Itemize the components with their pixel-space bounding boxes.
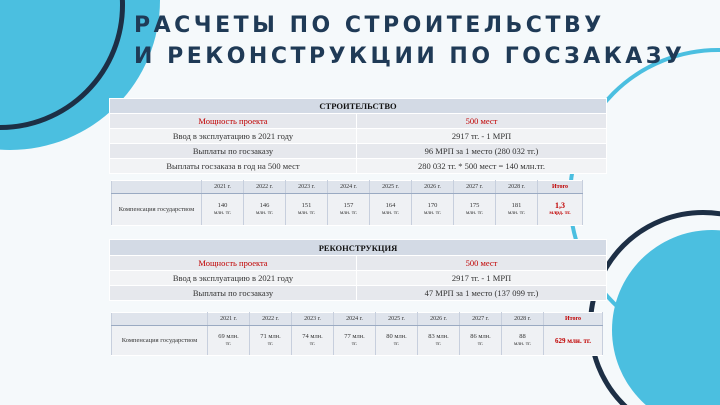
row-value: 2917 тг. - 1 МРП	[357, 129, 607, 144]
row-label: Мощность проекта	[110, 256, 357, 271]
total-header: Итого	[538, 181, 583, 194]
year-header: 2024 г.	[328, 181, 370, 194]
year-header: 2021 г.	[202, 181, 244, 194]
year-header: 2026 г.	[412, 181, 454, 194]
row-label: Мощность проекта	[110, 114, 357, 129]
reconstruction-heading: РЕКОНСТРУКЦИЯ	[110, 240, 607, 256]
year-value: 71 млн. тг.	[250, 326, 292, 356]
row-label: Выплаты по госзаказу	[110, 144, 357, 159]
year-value: 181 млн. тг.	[496, 194, 538, 226]
row-label: Выплаты по госзаказу	[110, 286, 357, 301]
title-line-2: И РЕКОНСТРУКЦИИ ПО ГОСЗАКАЗУ	[134, 44, 686, 69]
year-header: 2026 г.	[418, 313, 460, 326]
year-header: 2024 г.	[334, 313, 376, 326]
year-value: 151 млн. тг.	[286, 194, 328, 226]
year-header: 2021 г.	[208, 313, 250, 326]
row-value: 500 мест	[357, 114, 607, 129]
year-header: 2027 г.	[454, 181, 496, 194]
year-value: 80 млн. тг.	[376, 326, 418, 356]
reconstruction-years-table	[111, 312, 603, 356]
year-value: 77 млн. тг.	[334, 326, 376, 356]
year-header: 2025 г.	[370, 181, 412, 194]
compensation-label: Компенсация государством	[112, 326, 208, 356]
year-header: 2028 г.	[502, 313, 544, 326]
year-value: 164 млн. тг.	[370, 194, 412, 226]
row-label: Ввод в эксплуатацию в 2021 году	[110, 271, 357, 286]
year-value: 157 млн. тг.	[328, 194, 370, 226]
total-header: Итого	[544, 313, 603, 326]
year-header: 2023 г.	[292, 313, 334, 326]
row-value: 2917 тг. - 1 МРП	[357, 271, 607, 286]
row-value: 280 032 тг. * 500 мест = 140 млн.тг.	[357, 159, 607, 174]
year-value: 140 млн. тг.	[202, 194, 244, 226]
year-header: 2022 г.	[244, 181, 286, 194]
year-value: 74 млн. тг.	[292, 326, 334, 356]
row-value: 47 МРП за 1 место (137 099 тг.)	[357, 286, 607, 301]
year-value: 146 млн. тг.	[244, 194, 286, 226]
row-label: Ввод в эксплуатацию в 2021 году	[110, 129, 357, 144]
year-header: 2023 г.	[286, 181, 328, 194]
total-value: 1,3 млрд. тг.	[538, 194, 583, 226]
year-header: 2022 г.	[250, 313, 292, 326]
construction-table	[109, 98, 607, 174]
year-value: 86 млн. тг.	[460, 326, 502, 356]
year-header: 2025 г.	[376, 313, 418, 326]
reconstruction-table	[109, 239, 607, 301]
construction-heading: СТРОИТЕЛЬСТВО	[110, 99, 607, 114]
row-value: 96 МРП за 1 место (280 032 тг.)	[357, 144, 607, 159]
corner-cell	[112, 313, 208, 326]
year-value: 69 млн. тг.	[208, 326, 250, 356]
compensation-label: Компенсация государством	[112, 194, 202, 226]
year-header: 2028 г.	[496, 181, 538, 194]
year-value: 83 млн. тг.	[418, 326, 460, 356]
year-value: 170 млн. тг.	[412, 194, 454, 226]
row-value: 500 мест	[357, 256, 607, 271]
row-label: Выплаты госзаказа в год на 500 мест	[110, 159, 357, 174]
year-value: 175 млн. тг.	[454, 194, 496, 226]
year-value: 88 млн. тг.	[502, 326, 544, 356]
year-header: 2027 г.	[460, 313, 502, 326]
construction-years-table	[111, 180, 583, 226]
page-title	[134, 10, 685, 72]
corner-cell	[112, 181, 202, 194]
title-line-1: РАСЧЕТЫ ПО СТРОИТЕЛЬСТВУ	[134, 13, 605, 38]
total-value: 629 млн. тг.	[544, 326, 603, 356]
